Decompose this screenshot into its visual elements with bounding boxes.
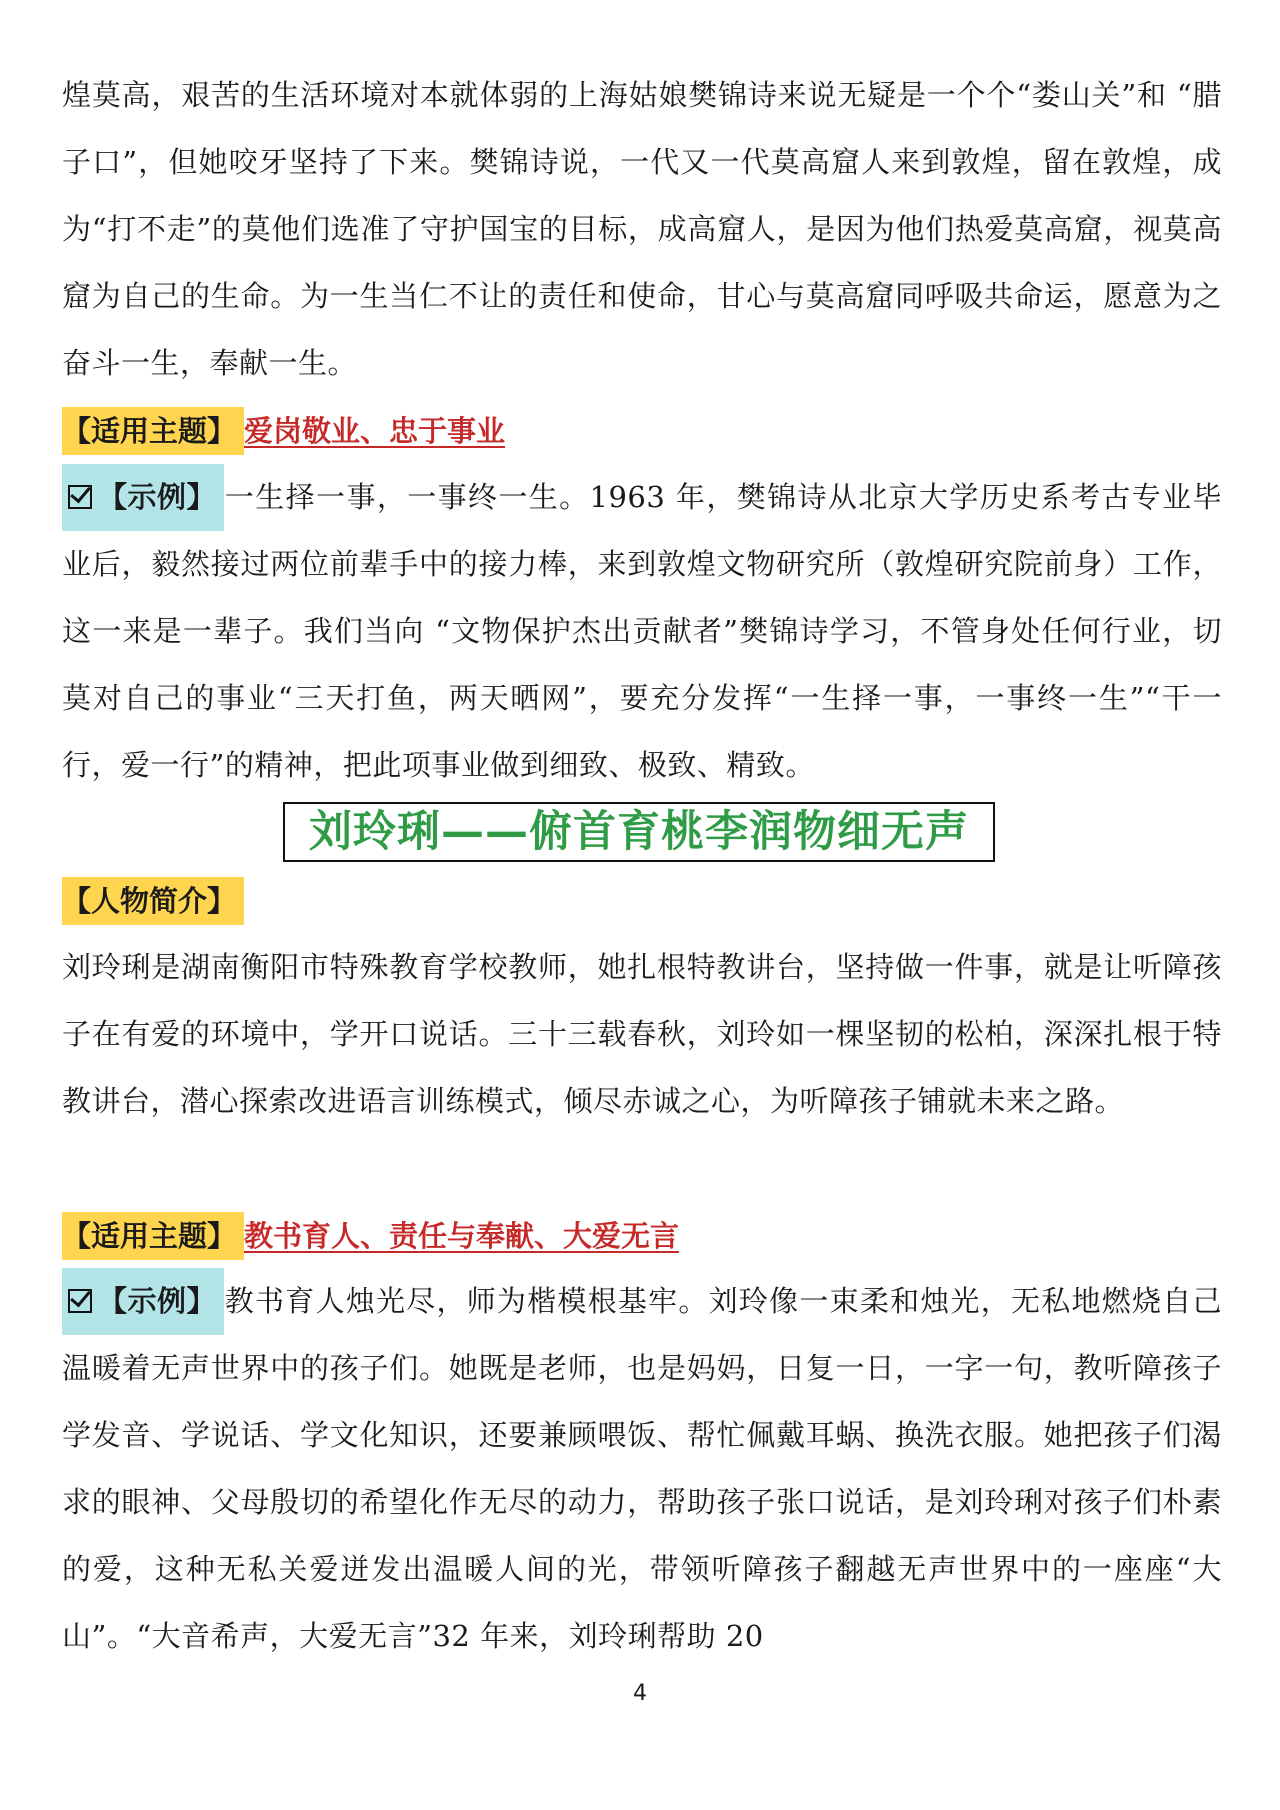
example-paragraph-2 [62,1268,1222,1670]
theme-text: 教书育人、责任与奉献、大爱无言 [244,1219,680,1253]
intro-paragraph: 刘玲琍是湖南衡阳市特殊教育学校教师，她扎根特教讲台，坚持做一件事，就是让听障孩子在有爱的环境中，学开口说话。三十三载春秋，刘玲如一棵坚韧的松柏，深深扎根于特教讲台，潜心探索改进语言训练模式，倾尽赤诚之心，为听障孩子铺就未来之路。 [62,950,1222,1118]
example-label: 【示例】 [98,1284,217,1318]
intro-label: 【人物简介】 [62,877,244,925]
example-text: 教书育人烛光尽，师为楷模根基牢。刘玲像一束柔和烛光，无私地燃烧自己温暖着无声世界中的孩子们。她既是老师，也是妈妈，日复一日，一字一句，教听障孩子学发音、学说话、学文化知识，还要兼顾喂饭、帮忙佩戴耳蜗、换洗衣服。她把孩子们渴求的眼神、父母殷切的希望化作无尽的动力，帮助孩子张口说话，是刘玲琍对孩子们朴素的爱，这种无私关爱迸发出温暖人间的光，带领听障孩子翻越无声世界中的一座座“大山”。“大音希声，大爱无言”32 年来，刘玲琍帮助 20 [62,1284,1222,1653]
theme-text: 爱岗敬业、忠于事业 [244,414,506,448]
top-paragraph: 煌莫高，艰苦的生活环境对本就体弱的上海姑娘樊锦诗来说无疑是一个个“娄山关”和 “腊子口”，但她咬牙坚持了下来。樊锦诗说，一代又一代莫高窟人来到敦煌，留在敦煌，成为“打不走”的莫他们选准了守护国宝的目标，成高窟人，是因为他们热爱莫高窟，视莫高窟为自己的生命。为一生当仁不让的责任和使命，甘心与莫高窟同呼吸共命运，愿意为之奋斗一生，奉献一生。 [62,78,1222,380]
example-paragraph-1 [62,464,1222,799]
example-tag [62,1268,224,1335]
example-text: 一生择一事，一事终一生。1963 年，樊锦诗从北京大学历史系考古专业毕业后，毅然接过两位前辈手中的接力棒，来到敦煌文物研究所（敦煌研究院前身）工作，这一来是一辈子。我们当向 “文物保护杰出贡献者”樊锦诗学习，不管身处任何行业，切莫对自己的事业“三天打鱼，两天晒网”，要充分发挥“一生择一事，一事终一生”“干一行，爱一行”的精神，把此项事业做到细致、极致、精致。 [62,480,1222,782]
theme-line-1 [62,407,1222,455]
theme-label: 【适用主题】 [62,407,244,455]
example-label: 【示例】 [98,480,217,514]
section-heading: 刘玲琍——俯首育桃李润物细无声 [283,802,995,862]
page-number: 4 [633,1681,647,1706]
checkbox-icon [68,1289,92,1313]
theme-line-2 [62,1212,1222,1260]
theme-label: 【适用主题】 [62,1212,244,1260]
example-tag [62,464,224,531]
checkbox-icon [68,485,92,509]
intro-label-line [62,877,1222,925]
